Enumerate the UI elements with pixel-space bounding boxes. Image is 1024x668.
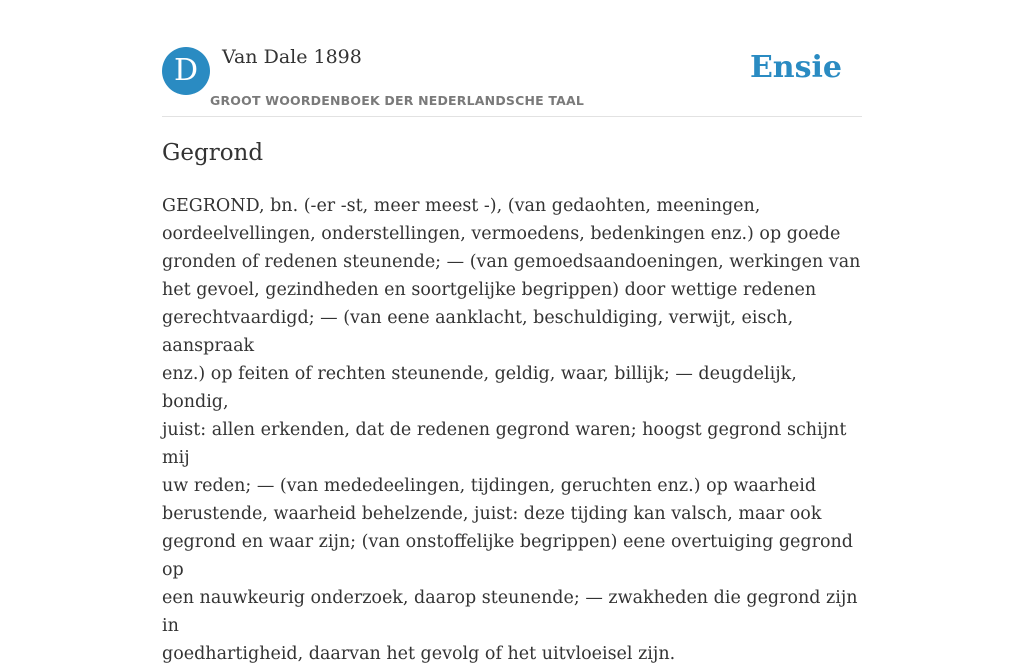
definition-line: gronden of redenen steunende; — (van gemoedsaandoeningen, werkingen van xyxy=(162,252,861,272)
definition-line: gerechtvaardigd; — (van eene aanklacht, beschuldiging, verwijt, eisch, aanspraak xyxy=(162,308,794,356)
dictionary-logo-icon[interactable]: D xyxy=(162,47,210,95)
entry-definition xyxy=(162,192,862,668)
definition-line: gegrond en waar zijn; (van onstoffelijke begrippen) eene overtuiging gegrond op xyxy=(162,532,853,580)
dictionary-title[interactable]: Van Dale 1898 xyxy=(222,46,362,68)
definition-line: GEGROND, bn. (-er -st, meer meest -), (van gedaohten, meeningen, xyxy=(162,196,761,216)
site-header xyxy=(162,46,862,117)
definition-line: het gevoel, gezindheden en soortgelijke begrippen) door wettige redenen xyxy=(162,280,817,300)
definition-line: enz.) op feiten of rechten steunende, geldig, waar, billijk; — deugdelijk, bondig, xyxy=(162,364,797,412)
dictionary-subtitle: GROOT WOORDENBOEK DER NEDERLANDSCHE TAAL xyxy=(210,93,585,108)
definition-line: een nauwkeurig onderzoek, daarop steunende; — zwakheden die gegrond zijn in xyxy=(162,588,858,636)
definition-line: oordeelvellingen, onderstellingen, vermoedens, bedenkingen enz.) op goede xyxy=(162,224,841,244)
definition-line: juist: allen erkenden, dat de redenen gegrond waren; hoogst gegrond schijnt mij xyxy=(162,420,847,468)
entry-title: Gegrond xyxy=(162,140,264,166)
brand-logo[interactable]: Ensie xyxy=(749,50,842,85)
definition-line: goedhartigheid, daarvan het gevolg of het uitvloeisel zijn. xyxy=(162,644,676,664)
definition-line: berustende, waarheid behelzende, juist: deze tijding kan valsch, maar ook xyxy=(162,504,822,524)
definition-line: uw reden; — (van mededeelingen, tijdingen, geruchten enz.) op waarheid xyxy=(162,476,817,496)
